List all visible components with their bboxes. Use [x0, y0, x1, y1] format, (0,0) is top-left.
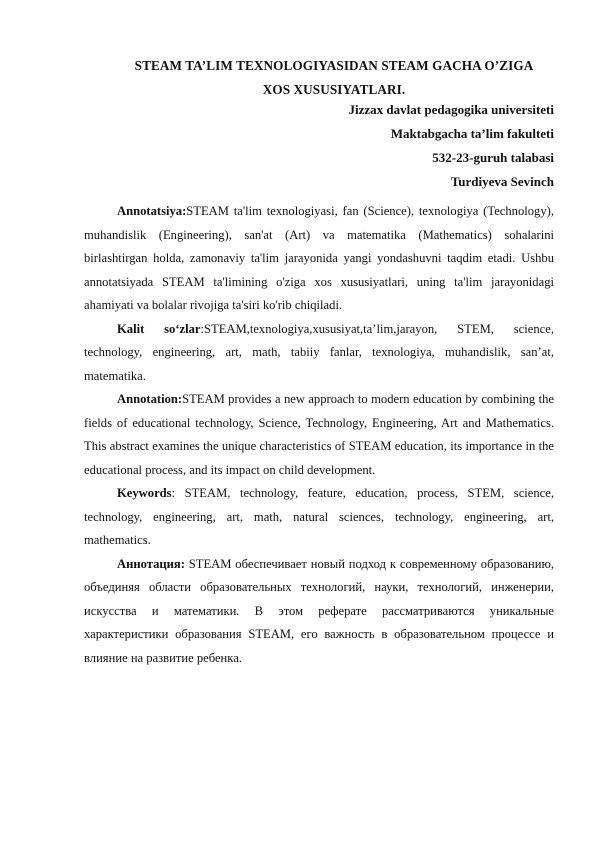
- title-line-2: XOS XUSUSIYATLARI.: [262, 82, 406, 97]
- keywords-en-label: Keywords: [117, 486, 172, 500]
- author-name: Turdiyeva Sevinch: [450, 174, 554, 189]
- keywords-en-paragraph: [84, 482, 554, 553]
- annotation-en-paragraph: [84, 388, 554, 482]
- annotation-uz-text: STEAM ta'lim texnologiyasi, fan (Science), texnologiya (Technology), muhandislik (Engineering), san'at (Art) va matematika (Mathematics) sohalarini birlashtirgan holda, zamonaviy ta'lim jarayonida yangi yondashuvni taqdim etadi. Ushbu annotatsiyada STEAM ta'limining o'ziga xos xususiyatlari, uning ta'lim jarayonidagi ahamiyati va bolalar rivojiga ta'siri ko'rib chiqiladi.: [84, 204, 554, 312]
- faculty-name: Maktabgacha ta’lim fakulteti: [390, 126, 554, 141]
- university-name: Jizzax davlat pedagogika universiteti: [348, 102, 554, 117]
- keywords-uz-label: Kalit so‘zlar: [117, 321, 201, 336]
- annotation-ru-paragraph: [84, 553, 554, 671]
- keywords-en-text: : STEAM, technology, feature, education, process, STEM, science, technology, engineering, art, math, natural sciences, technology, engineering, art, mathematics.: [84, 486, 554, 547]
- keywords-uz-paragraph: [84, 318, 554, 389]
- article-title: [84, 54, 584, 102]
- annotation-uz-label: Annotatsiya:: [117, 204, 187, 218]
- article-body: [84, 200, 554, 670]
- annotation-ru-label: Аннотация:: [117, 556, 185, 571]
- annotation-en-text: STEAM provides a new approach to modern education by combining the fields of educational technology, Science, Technology, Engineering, Art and Mathematics. This abstract examines the unique characteristics of STEAM education, its importance in the educational process, and its impact on child development.: [84, 392, 554, 477]
- keywords-uz-text: :STEAM,texnologiya,xususiyat,ta’lim,jarayon, STEM, science, technology, engineering, art, math, tabiiy fanlar, texnologiya, muhandislik, san’at, matematika.: [84, 321, 554, 383]
- student-group: 532-23-guruh talabasi: [432, 150, 554, 165]
- annotation-uz-paragraph: [84, 200, 554, 318]
- title-line-1: STEAM TA’LIM TEXNOLOGIYASIDAN STEAM GACHA O’ZIGA: [134, 58, 534, 73]
- annotation-ru-text: STEAM обеспечивает новый подход к современному образованию, объединяя области образовательных технологий, науки, технологий, инженерии, искусства и математики. В этом реферате рассматриваются уникальные характеристики образования STEAM, его важность в образовательном процессе и влияние на развитие ребенка.: [84, 556, 554, 665]
- annotation-en-label: Annotation:: [117, 392, 183, 406]
